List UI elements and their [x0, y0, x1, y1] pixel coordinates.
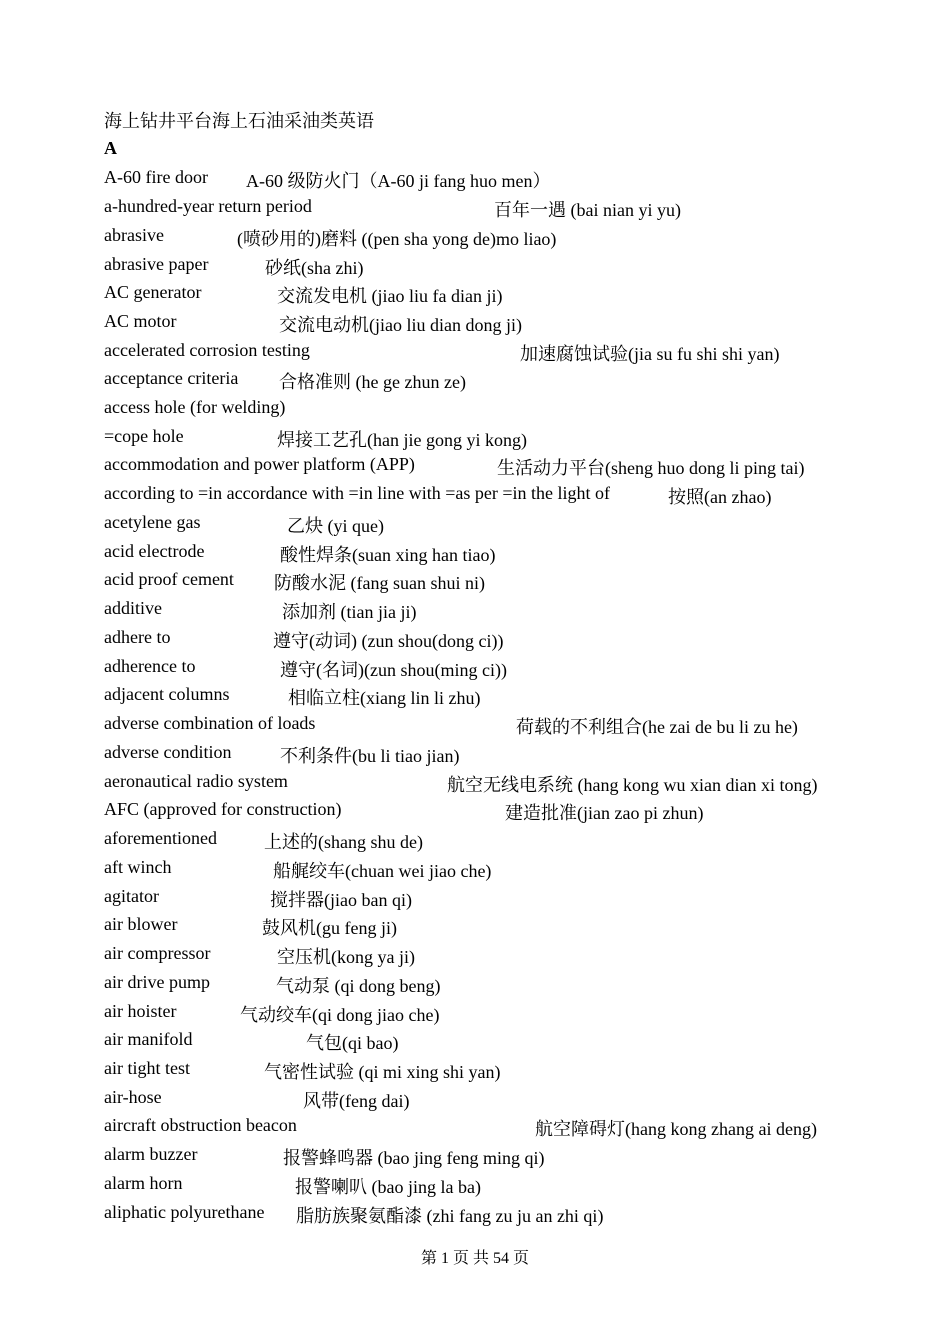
glossary-entry [0, 1173, 950, 1199]
english-term: air drive pump [104, 972, 210, 992]
glossary-entry [0, 196, 950, 222]
glossary-entry [0, 397, 950, 423]
english-term: aeronautical radio system [104, 771, 288, 791]
glossary-entry [0, 684, 950, 710]
english-term: acetylene gas [104, 512, 201, 532]
english-term: accommodation and power platform (APP) [104, 454, 415, 474]
english-term: air manifold [104, 1029, 193, 1049]
english-term: abrasive paper [104, 254, 209, 274]
english-term: accelerated corrosion testing [104, 340, 310, 360]
glossary-entry [0, 914, 950, 940]
chinese-translation: 报警喇叭 (bao jing la ba) [295, 1177, 481, 1197]
english-term: according to =in accordance with =in line with =as per =in the light of [104, 483, 610, 503]
chinese-translation: 加速腐蚀试验(jia su fu shi shi yan) [520, 344, 780, 364]
english-term: air blower [104, 914, 178, 934]
english-term: acceptance criteria [104, 368, 239, 388]
chinese-translation: 建造批准(jian zao pi zhun) [505, 803, 704, 823]
glossary-entry [0, 742, 950, 768]
glossary-entry [0, 713, 950, 739]
glossary-entry [0, 512, 950, 538]
english-term: adverse combination of loads [104, 713, 316, 733]
chinese-translation: 按照(an zhao) [668, 487, 772, 507]
chinese-translation: 风带(feng dai) [303, 1091, 410, 1111]
chinese-translation: 气包(qi bao) [306, 1033, 399, 1053]
glossary-entry [0, 771, 950, 797]
glossary-entry [0, 857, 950, 883]
english-term: aliphatic polyurethane [104, 1202, 265, 1222]
english-term: AC generator [104, 282, 202, 302]
glossary-entry [0, 627, 950, 653]
english-term: acid electrode [104, 541, 205, 561]
english-term: alarm buzzer [104, 1144, 198, 1164]
chinese-translation: 乙炔 (yi que) [287, 516, 384, 536]
glossary-entry [0, 1058, 950, 1084]
chinese-translation: 焊接工艺孔(han jie gong yi kong) [277, 430, 527, 450]
english-term: A-60 fire door [104, 167, 208, 187]
english-term: adverse condition [104, 742, 232, 762]
document-title: 海上钻井平台海上石油采油类英语 [104, 111, 374, 131]
glossary-entry [0, 541, 950, 567]
glossary-entry [0, 483, 950, 509]
glossary-entry [0, 1001, 950, 1027]
chinese-translation: 交流发电机 (jiao liu fa dian ji) [277, 286, 503, 306]
english-term: alarm horn [104, 1173, 183, 1193]
chinese-translation: 酸性焊条(suan xing han tiao) [280, 545, 496, 565]
english-term: aforementioned [104, 828, 217, 848]
english-term: air hoister [104, 1001, 177, 1021]
chinese-translation: 荷载的不利组合(he zai de bu li zu he) [516, 717, 798, 737]
english-term: AFC (approved for construction) [104, 799, 342, 819]
english-term: aft winch [104, 857, 172, 877]
english-term: aircraft obstruction beacon [104, 1115, 297, 1135]
chinese-translation: 交流电动机(jiao liu dian dong ji) [279, 315, 522, 335]
glossary-entry [0, 828, 950, 854]
chinese-translation: 空压机(kong ya ji) [277, 947, 415, 967]
chinese-translation: 鼓风机(gu feng ji) [262, 918, 397, 938]
glossary-entry [0, 569, 950, 595]
glossary-entry [0, 1202, 950, 1228]
chinese-translation: 报警蜂鸣器 (bao jing feng ming qi) [283, 1148, 545, 1168]
page-footer [0, 1245, 950, 1268]
glossary-entry [0, 799, 950, 825]
chinese-translation: 航空障碍灯(hang kong zhang ai deng) [535, 1119, 817, 1139]
chinese-translation: 气密性试验 (qi mi xing shi yan) [264, 1062, 501, 1082]
chinese-translation: 相临立柱(xiang lin li zhu) [288, 688, 481, 708]
chinese-translation: 气动绞车(qi dong jiao che) [240, 1005, 440, 1025]
chinese-translation: 不利条件(bu li tiao jian) [280, 746, 460, 766]
chinese-translation: (喷砂用的)磨料 ((pen sha yong de)mo liao) [237, 229, 557, 249]
chinese-translation: 上述的(shang shu de) [264, 832, 423, 852]
english-term: air tight test [104, 1058, 190, 1078]
english-term: adhere to [104, 627, 171, 647]
page-number-label: 第 1 页 共 54 页 [420, 1250, 529, 1267]
chinese-translation: A-60 级防火门（A-60 ji fang huo men） [246, 171, 551, 191]
english-term: air-hose [104, 1087, 162, 1107]
chinese-translation: 生活动力平台(sheng huo dong li ping tai) [497, 458, 805, 478]
glossary-entry [0, 972, 950, 998]
glossary-entry [0, 656, 950, 682]
english-term: =cope hole [104, 426, 184, 446]
chinese-translation: 砂纸(sha zhi) [265, 258, 364, 278]
glossary-entry [0, 1144, 950, 1170]
english-term: additive [104, 598, 162, 618]
glossary-entry [0, 886, 950, 912]
chinese-translation: 添加剂 (tian jia ji) [282, 602, 417, 622]
chinese-translation: 遵守(动词) (zun shou(dong ci)) [273, 631, 504, 651]
chinese-translation: 百年一遇 (bai nian yi yu) [494, 200, 681, 220]
glossary-entry [0, 254, 950, 280]
english-term: air compressor [104, 943, 211, 963]
glossary-entry [0, 426, 950, 452]
glossary-entry [0, 598, 950, 624]
english-term: agitator [104, 886, 159, 906]
glossary-entry [0, 1029, 950, 1055]
english-term: abrasive [104, 225, 164, 245]
glossary-entry [0, 1115, 950, 1141]
english-term: a-hundred-year return period [104, 196, 312, 216]
english-term: adherence to [104, 656, 196, 676]
english-term: adjacent columns [104, 684, 230, 704]
glossary-entry [0, 311, 950, 337]
section-heading: A [104, 138, 117, 158]
glossary-entry [0, 225, 950, 251]
english-term: AC motor [104, 311, 177, 331]
glossary-entry [0, 1087, 950, 1113]
glossary-entry [0, 943, 950, 969]
chinese-translation: 合格准则 (he ge zhun ze) [279, 372, 466, 392]
english-term: acid proof cement [104, 569, 234, 589]
glossary-entry [0, 282, 950, 308]
chinese-translation: 气动泵 (qi dong beng) [276, 976, 441, 996]
glossary-entry [0, 368, 950, 394]
chinese-translation: 遵守(名词)(zun shou(ming ci)) [280, 660, 507, 680]
glossary-entry [0, 454, 950, 480]
chinese-translation: 航空无线电系统 (hang kong wu xian dian xi tong) [447, 775, 818, 795]
chinese-translation: 搅拌器(jiao ban qi) [270, 890, 412, 910]
chinese-translation: 防酸水泥 (fang suan shui ni) [274, 573, 485, 593]
glossary-entry [0, 167, 950, 193]
chinese-translation: 船艉绞车(chuan wei jiao che) [273, 861, 492, 881]
english-term: access hole (for welding) [104, 397, 286, 417]
chinese-translation: 脂肪族聚氨酯漆 (zhi fang zu ju an zhi qi) [296, 1206, 604, 1226]
glossary-entry [0, 340, 950, 366]
